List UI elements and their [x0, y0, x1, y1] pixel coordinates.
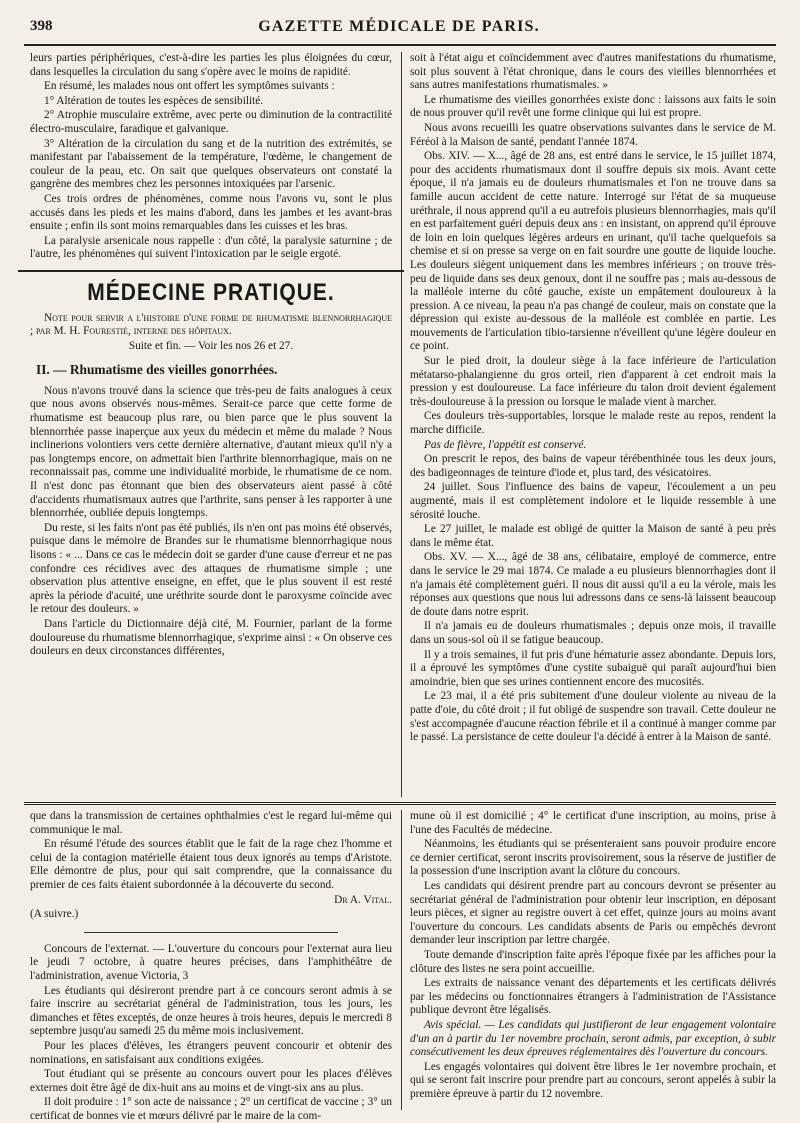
paragraph: Néanmoins, les étudiants qui se présenteraient sans pouvoir produire encore ce dernier certificat, seront inscrits provisoirement, sous la réserve de justifier de la possession d'une inscription avant la clôture du concours.	[410, 838, 776, 878]
lower-right-column	[410, 810, 776, 1110]
paragraph: Nous avons recueilli les quatre observations suivantes dans le service de M. Féréol à la Maison de santé, pendant l'année 1874.	[410, 121, 776, 148]
paragraph: En résumé, les malades nous ont offert les symptômes suivants :	[44, 80, 335, 93]
note-title: Note pour servir a l'histoire d'une forme de rhumatisme blennorrhagique ; par M. H. Fourestié, interne des hôpitaux.	[30, 311, 392, 338]
paragraph: Tout étudiant qui se présente au concours ouvert pour les places d'élèves externes doit être âgé de dix-huit ans au moins et de vingt-six ans au plus.	[30, 1068, 392, 1094]
paragraph: La paralysie arsenicale nous rappelle : d'un côté, la paralysie saturnine ; de l'autre, les phénomènes qui suivent l'intoxication par le seigle ergoté.	[30, 234, 392, 261]
paragraph: Dans l'article du Dictionnaire déjà cité, M. Fournier, parlant de la forme douloureuse du rhumatisme blennorrhagique, s'exprime ainsi : « On observe ces douleurs en deux circonstances différentes,	[30, 617, 392, 658]
paragraph: On prescrit le repos, des bains de vapeur térébenthinée tous les deux jours, des badigeonnages de teinture d'iode et, plus tard, des vésicatoires.	[410, 453, 776, 479]
signature: Dr A. Vital.	[334, 893, 392, 906]
page-header	[24, 18, 774, 38]
paragraph: Ces douleurs très-supportables, lorsque le malade reste au repos, rendent la marche difficile.	[410, 410, 776, 437]
observation-xiv: Obs. XIV. — X..., âgé de 28 ans, est entré dans le service, le 15 juillet 1874, pour des accidents rhumatismaux dont il souffre depuis six mois. Avant cette époque, il n'a jamais eu de douleurs rhumatismales et l'on ne trouve dans sa famille aucun accident de cette nature. Interrogé sur l'état de sa muqueuse uréthrale, il nous apprend qu'il a eu autrefois plusieurs blennorrhagies, mais qu'il en est parfaitement guéri depuis deux ans : en insistant, on apprend qu'il éprouve de loin en loin quelques légères ardeurs en urinant, qu'il tache quelquefois sa chemise et si on presse sa verge on en fait sourdre une goutte de liquide louche. Les douleurs siègent uniquement dans les membres inférieurs ; on trouve très-peu de liquide dans ses deux genoux, dont il ne souffre pas ; mais au-dessous de la malléole interne du côté gauche, existe un empâtement douloureux à la pression. A ce niveau, la peau n'a pas changé de couleur, mais on constate que la dépression qui existe au-dessous de la malléole est comblée en partie. Les mouvements de l'articulation tibio-tarsienne n'éveillent qu'une légère douleur en ce point.	[410, 150, 776, 353]
paragraph: Les engagés volontaires qui doivent être libres le 1er novembre prochain, et qui se seront fait inscrire pour prendre part au concours, seront appelés à subir la première épreuve à partir du 12 novembre.	[410, 1060, 776, 1100]
paragraph: 24 juillet. Sous l'influence des bains de vapeur, l'écoulement a un peu augmenté, mais il est complètement indolore et le liquide ressemble à une sérosité louche.	[410, 481, 776, 521]
paragraph: Il y a trois semaines, il fut pris d'une hématurie assez abondante. Depuis lors, il a éprouvé les symptômes d'une cystite subaiguë qui paraît aujourd'hui bien amoindrie, bien que ses urines contiennent encore des mucosités.	[410, 648, 776, 688]
section-title: MÉDECINE PRATIQUE.	[87, 279, 335, 306]
paragraph: Nous n'avons trouvé dans la science que très-peu de faits analogues à ceux que nous avons observés nous-mêmes. Serait-ce parce que cette forme de rhumatisme est beaucoup plus rare, ou bien parce que le plus souvent la blennorrhée passe inaperçue aux yeux du médecin et même du malade ? Nous inclinerions volontiers vers cette dernière alternative, d'autant mieux qu'il n'y a pas longtemps encore, on admettait bien l'arthrite blennorrhagique, mais on ne reconnaissait pas, comme une individualité morbide, le rhumatisme de ce nom. Il n'est donc pas étonnant que bien des observateurs aient passé à côté d'accidents rhumatismaux autres que l'arthrite, sans penser à les rapporter à une blennorrhée, oubliée depuis longtemps.	[30, 384, 392, 520]
paragraph: Le 27 juillet, le malade est obligé de quitter la Maison de santé à peu près dans le même état.	[410, 523, 776, 549]
paragraph: 2° Atrophie musculaire extrême, avec perte ou diminution de la contractilité électro-musculaire, faradique et galvanique.	[30, 109, 392, 135]
paragraph: Les étudiants qui désireront prendre part à ce concours seront admis à se faire inscrire au secrétariat général de l'administration, tous les jours, les dimanches et fêtes exceptés, de onze heures à trois heures, depuis le mercredi 8 septembre jusqu'au samedi 25 du même mois inclusivement.	[30, 984, 392, 1038]
suite-line: Suite et fin. — Voir les nos 26 et 27.	[128, 339, 294, 352]
paragraph: Les candidats qui désirent prendre part au concours devront se présenter au secrétariat général de l'administration pour obtenir leur inscription, en déposant leurs pièces, et signer au registre ouvert à cet effet, quinze jours au moins avant l'ouverture du concours. Les candidats absents de Paris ou empêchés devront demander leur inscription par lettre chargée.	[410, 879, 776, 947]
upper-left-column	[30, 52, 392, 797]
paragraph: Toute demande d'inscription faite après l'époque fixée par les affiches pour la clôture des listes ne sera point accueillie.	[410, 948, 776, 975]
header-rule	[24, 44, 776, 46]
page-number: 398	[30, 18, 53, 34]
paragraph: Il doit produire : 1° son acte de naissance ; 2° un certificat de vaccine ; 3° un certificat de bonnes vie et mœurs délivré par le maire de la com-	[30, 1096, 392, 1122]
separator-rule	[84, 932, 337, 933]
paragraph: 1° Altération de toutes les espèces de sensibilité.	[44, 94, 264, 107]
column-divider	[401, 810, 402, 1110]
paragraph: mune où il est domicilié ; 4° le certificat d'une inscription, au moins, prise à l'une des Facultés de médecine.	[410, 810, 776, 836]
concours-announcement: Concours de l'externat. — L'ouverture du concours pour l'externat aura lieu le jeudi 7 octobre, à quatre heures précises, dans l'amphithéâtre de l'administration, avenue Victoria, 3	[30, 942, 392, 982]
paragraph: Pas de fièvre, l'appétit est conservé.	[424, 438, 587, 451]
paragraph: Ces trois ordres de phénomènes, comme nous l'avons vu, sont le plus accusés dans les pieds et les mains d'abord, dans les jambes et les avant-bras ensuite ; enfin ils sont moins remarquables dans les cuisses et les bras.	[30, 192, 392, 233]
paragraph: Sur le pied droit, la douleur siège à la face inférieure de l'articulation métatarso-phalangienne du gros orteil, rien d'apparent à cet endroit mais la pression y est douloureuse. La face inférieure du talon droit devient également très-douloureuse à la pression ou lorsque le malade vient à marcher.	[410, 355, 776, 408]
lower-left-column	[30, 810, 392, 1122]
observation-xv: Obs. XV. — X..., âgé de 38 ans, célibataire, employé de commerce, entre dans le service le 29 mai 1874. Ce malade a eu plusieurs blennorrhagies dont il n'a jamais été complètement guéri. Il nous dit aussi qu'il a eu la vérole, mais les réponses aux questions que nous lui adressons dans ce sens-là laissent beaucoup de doute dans notre esprit.	[410, 551, 776, 618]
paragraph: Les extraits de naissance venant des départements et les certificats délivrés par les médecins ou fonctionnaires étrangers à l'administration de l'Assistance publique devront être légalisés.	[410, 977, 776, 1017]
paragraph: Le 23 mai, il a été pris subitement d'une douleur violente au niveau de la patte d'oie, du côté droit ; il fut obligé de suspendre son travail. Cette douleur ne s'est accompagnée d'aucune réaction fébrile et il a continué à manger comme par le passé. La persistance de cette douleur l'a décidé à entrer à la Maison de santé.	[410, 690, 776, 744]
running-title: GAZETTE MÉDICALE DE PARIS.	[258, 18, 540, 35]
paragraph: que dans la transmission de certaines ophthalmies c'est le regard lui-même qui communique le mal.	[30, 810, 392, 836]
to-be-continued: (A suivre.)	[30, 908, 79, 921]
paragraph: Du reste, si les faits n'ont pas été publiés, ils n'en ont pas moins été observés, puisque dans le mémoire de Brandes sur le rhumatisme blennorrhagique nous lisons : « ... Dans ce cas le médecin doit se garder d'une cause d'erreur et ne pas confondre ces récidives avec des attaques de rhumatisme simple ; une observation plus attentive enseigne, en effet, que le plus souvent il est resté après la période d'acuité, une uréthrite sourde dont le paroxysme coïncide avec le retour des douleurs. »	[30, 521, 392, 616]
paragraph: soit à l'état aigu et coïncidemment avec d'autres manifestations du rhumatisme, soit plus souvent à l'état chronique, dans le cours des vieilles blennorrhées et sans autres manifestations rhumatismales. »	[410, 52, 776, 92]
paragraph: 3° Altération de la circulation du sang et de la nutrition des extrémités, se manifestant par l'abaissement de la température, l'œdème, le changement de couleur de la peau, etc. On sait que quelques observateurs ont constaté la gangrène des membres chez les personnes intoxiquées par l'arsenic.	[30, 137, 392, 191]
upper-right-column	[410, 52, 776, 797]
mid-page-rule	[24, 802, 776, 805]
paragraph: leurs parties périphériques, c'est-à-dire les parties les plus éloignées du cœur, dans lesquelles la circulation du sang s'opère avec le moins de rapidité.	[30, 52, 392, 78]
paragraph: Le rhumatisme des vieilles gonorrhées existe donc : laissons aux faits le soin de nous prouver qu'il revêt une forme clinique qui lui est propre.	[410, 93, 776, 120]
paragraph: Il n'a jamais eu de douleurs rhumatismales ; depuis onze mois, il travaille dans un sous-sol où il se fatigue beaucoup.	[410, 620, 776, 646]
subheading: II. — Rhumatisme des vieilles gonorrhées.	[36, 362, 278, 378]
paragraph: Pour les places d'élèves, les étrangers peuvent concourir et obtenir des nominations, en satisfaisant aux conditions exigées.	[30, 1039, 392, 1066]
column-divider	[401, 52, 402, 797]
paragraph: En résumé l'étude des sources établit que le fait de la rage chez l'homme et celui de la contagion matérielle étaient tous deux ignorés au temps d'Aristote. Elle démontre de plus, pour qui sait comprendre, que la connaissance du premier de ces faits étaient subordonnée à la découverte du second.	[30, 838, 392, 891]
section-rule	[18, 270, 404, 272]
special-notice: Avis spécial. — Les candidats qui justifieront de leur engagement volontaire d'un an à partir du 1er novembre prochain, seront admis, par exception, à subir consécutivement les deux épreuves réglementaires dès l'ouverture du concours.	[410, 1018, 776, 1059]
